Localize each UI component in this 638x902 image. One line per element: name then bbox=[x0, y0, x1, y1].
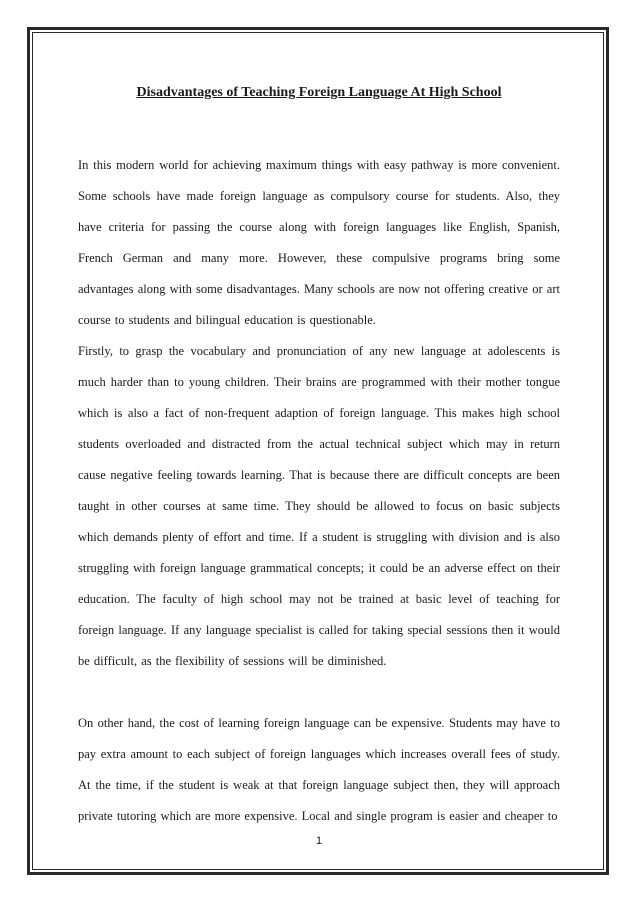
paragraph-cost: On other hand, the cost of learning foreign language can be expensive. Students may have to pay extra amount to each subject of foreign languages which increases overall fees of study. At the time, if the student is weak at that foreign language subject then, they will approach private tutoring which are more expensive. Local and single program is easier and cheaper to bbox=[78, 716, 560, 823]
document-title: Disadvantages of Teaching Foreign Language At High School bbox=[136, 85, 502, 100]
paragraph-intro: In this modern world for achieving maximum things with easy pathway is more convenient. Some schools have made foreign language as compulsory course for students. Also, they have criteria for passing the course along with foreign languages like English, Spanish, French German and many more. However, these compulsive programs bring some advantages along with some disadvantages. Many schools are now not offering creative or art course to students and bilingual education is questionable. bbox=[78, 158, 560, 327]
document-body bbox=[78, 84, 560, 832]
paragraph-firstly: Firstly, to grasp the vocabulary and pronunciation of any new language at adolescents is much harder than to young children. Their brains are programmed with their mother tongue which is also a fact of non-frequent adaption of foreign language. This makes high school students overloaded and distracted from the actual technical subject which may in return cause negative feeling towards learning. That is because there are difficult concepts are been taught in other courses at same time. They should be allowed to focus on basic subjects which demands plenty of effort and time. If a student is struggling with division and is also struggling with foreign language grammatical concepts; it could be an adverse effect on their education. The faculty of high school may not be trained at basic level of teaching for foreign language. If any language specialist is called for taking special sessions then it would be difficult, as the flexibility of sessions will be diminished. bbox=[78, 344, 560, 668]
page-number: 1 bbox=[315, 835, 323, 847]
